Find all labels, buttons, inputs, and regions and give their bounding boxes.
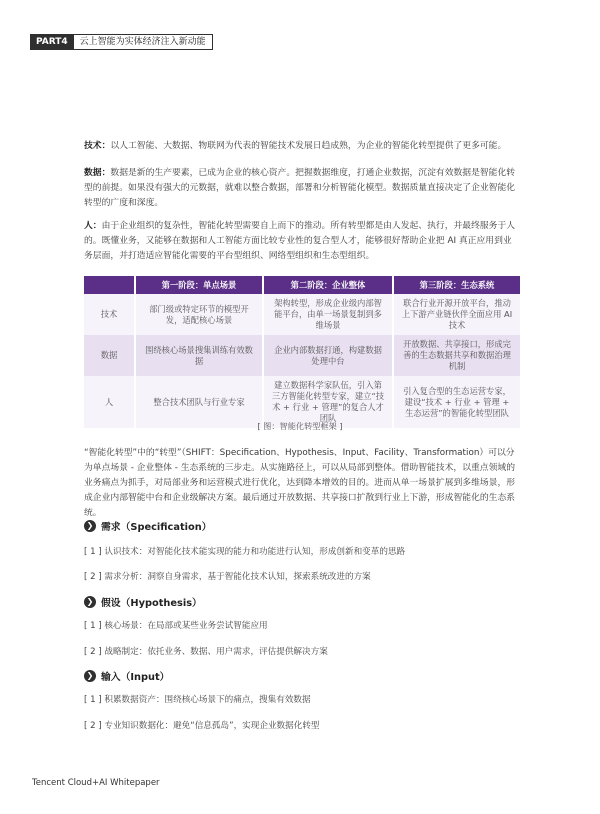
list-item: [ 1 ] 积累数据资产：围绕核心场景下的痛点，搜集有效数据 [84, 695, 311, 705]
table-cell: 人 [84, 376, 134, 428]
part-title: 云上智能为实体经济注入新动能 [74, 34, 213, 50]
section-heading [84, 595, 202, 609]
figure-caption: [ 图：智能化转型框架 ] [257, 421, 343, 431]
section-heading [84, 519, 212, 533]
section-title: 假设（Hypothesis） [101, 598, 202, 609]
paragraph-shift [84, 446, 520, 521]
data-label: 数据： [84, 168, 111, 178]
people-label: 人： [84, 221, 102, 231]
transformation-table [84, 276, 520, 428]
table-cell: 技术 [84, 294, 134, 335]
table-cell: 数据 [84, 335, 134, 376]
table-row [84, 335, 520, 376]
table-cell: 引入复合型的生态运营专家，建设“技术 + 行业 + 管理 + 生态运营”的智能化转型团队 [392, 376, 520, 428]
table-cell: 部门级或特定环节的模型开发，适配核心场景 [134, 294, 262, 335]
list-item: [ 2 ] 专业知识数据化：避免“信息孤岛”，实现企业数据化转型 [84, 721, 320, 731]
header-bar [30, 34, 213, 50]
chevron-right-icon: ❯ [84, 670, 96, 682]
table-cell: 开放数据、共享接口，形成完善的生态数据共享和数据治理机制 [392, 335, 520, 376]
list-item: [ 2 ] 战略制定：依托业务、数据、用户需求，评估提供解决方案 [84, 647, 328, 657]
list-item: [ 1 ] 核心场景：在局部或某些业务尝试智能应用 [84, 621, 268, 631]
shift-text: “智能化转型”中的“转型”（SHIFT：Specification、Hypothesis、Input、Facility、Transformation）可以分为单点场景 - 企业整体 - 生态系统的三步走。从实施路径上，可以从局部到整体。借助智能技术，以重点领域的业务痛点为抓手，对局部业务和运营模式进行优化，达到降本增效的目的。进而从单一场景扩展到多维场景，形成企业内部智能中台和企业级解决方案。最后通过开放数据、共享接口扩散到行业上下游，形成智能化的生态系统。 [84, 448, 516, 518]
page-footer: Tencent Cloud+AI Whitepaper [32, 778, 160, 788]
table-header-cell: 第二阶段：企业整体 [262, 276, 392, 294]
table-cell: 围绕核心场景搜集训练有效数据 [134, 335, 262, 376]
paragraph-people [84, 219, 520, 264]
table-cell: 企业内部数据打通，构建数据处理中台 [262, 335, 392, 376]
tech-text: 以人工智能、大数据、物联网为代表的智能技术发展日趋成熟，为企业的智能化转型提供了更多可能。 [110, 141, 507, 151]
list-item: [ 2 ] 需求分析：洞察自身需求，基于智能化技术认知，探索系统改进的方案 [84, 572, 371, 582]
table-header-cell: 第三阶段：生态系统 [392, 276, 520, 294]
data-text: 数据是新的生产要素，已成为企业的核心资产。把握数据维度，打通企业数据，沉淀有效数据是智能化转型的前提。如果没有强大的元数据，就难以整合数据，部署和分析智能化模型。数据质量直接决定了企业智能化转型的广度和深度。 [84, 168, 516, 208]
list-item: [ 1 ] 认识技术：对智能化技术能实现的能力和功能进行认知，形成创新和变革的思路 [84, 547, 406, 557]
section-title: 输入（Input） [101, 672, 170, 683]
table-header-cell [84, 276, 134, 294]
chevron-right-icon: ❯ [84, 520, 96, 532]
table-cell: 架构转型，形成企业级内部智能平台，由单一场景复制到多维场景 [262, 294, 392, 335]
part-tag: PART4 [30, 34, 74, 50]
people-text: 由于企业组织的复杂性，智能化转型需要自上而下的推动。所有转型都是由人发起、执行，并最终服务于人的。既懂业务，又能够在数据和人工智能方面比较专业性的复合型人才，能够很好帮助企业把 AI 真正应用到业务层面，并打造适应智能化需要的平台型组织、网络型组织和生态型组织。 [84, 221, 516, 261]
table-cell: 联合行业开源开放平台，推动上下游产业链伙伴全面应用 AI 技术 [392, 294, 520, 335]
table-cell: 整合技术团队与行业专家 [134, 376, 262, 428]
section-title: 需求（Specification） [101, 522, 212, 533]
table-header-row [84, 276, 520, 294]
paragraph-data [84, 166, 520, 211]
section-heading [84, 669, 169, 683]
paragraph-tech [84, 139, 520, 154]
table-row [84, 294, 520, 335]
table-header-cell: 第一阶段：单点场景 [134, 276, 262, 294]
chevron-right-icon: ❯ [84, 596, 96, 608]
tech-label: 技术： [84, 141, 111, 151]
table-cell: 建立数据科学家队伍，引入第三方智能化转型专家，建立“技术 + 行业 + 管理”的复合人才团队 [262, 376, 392, 428]
